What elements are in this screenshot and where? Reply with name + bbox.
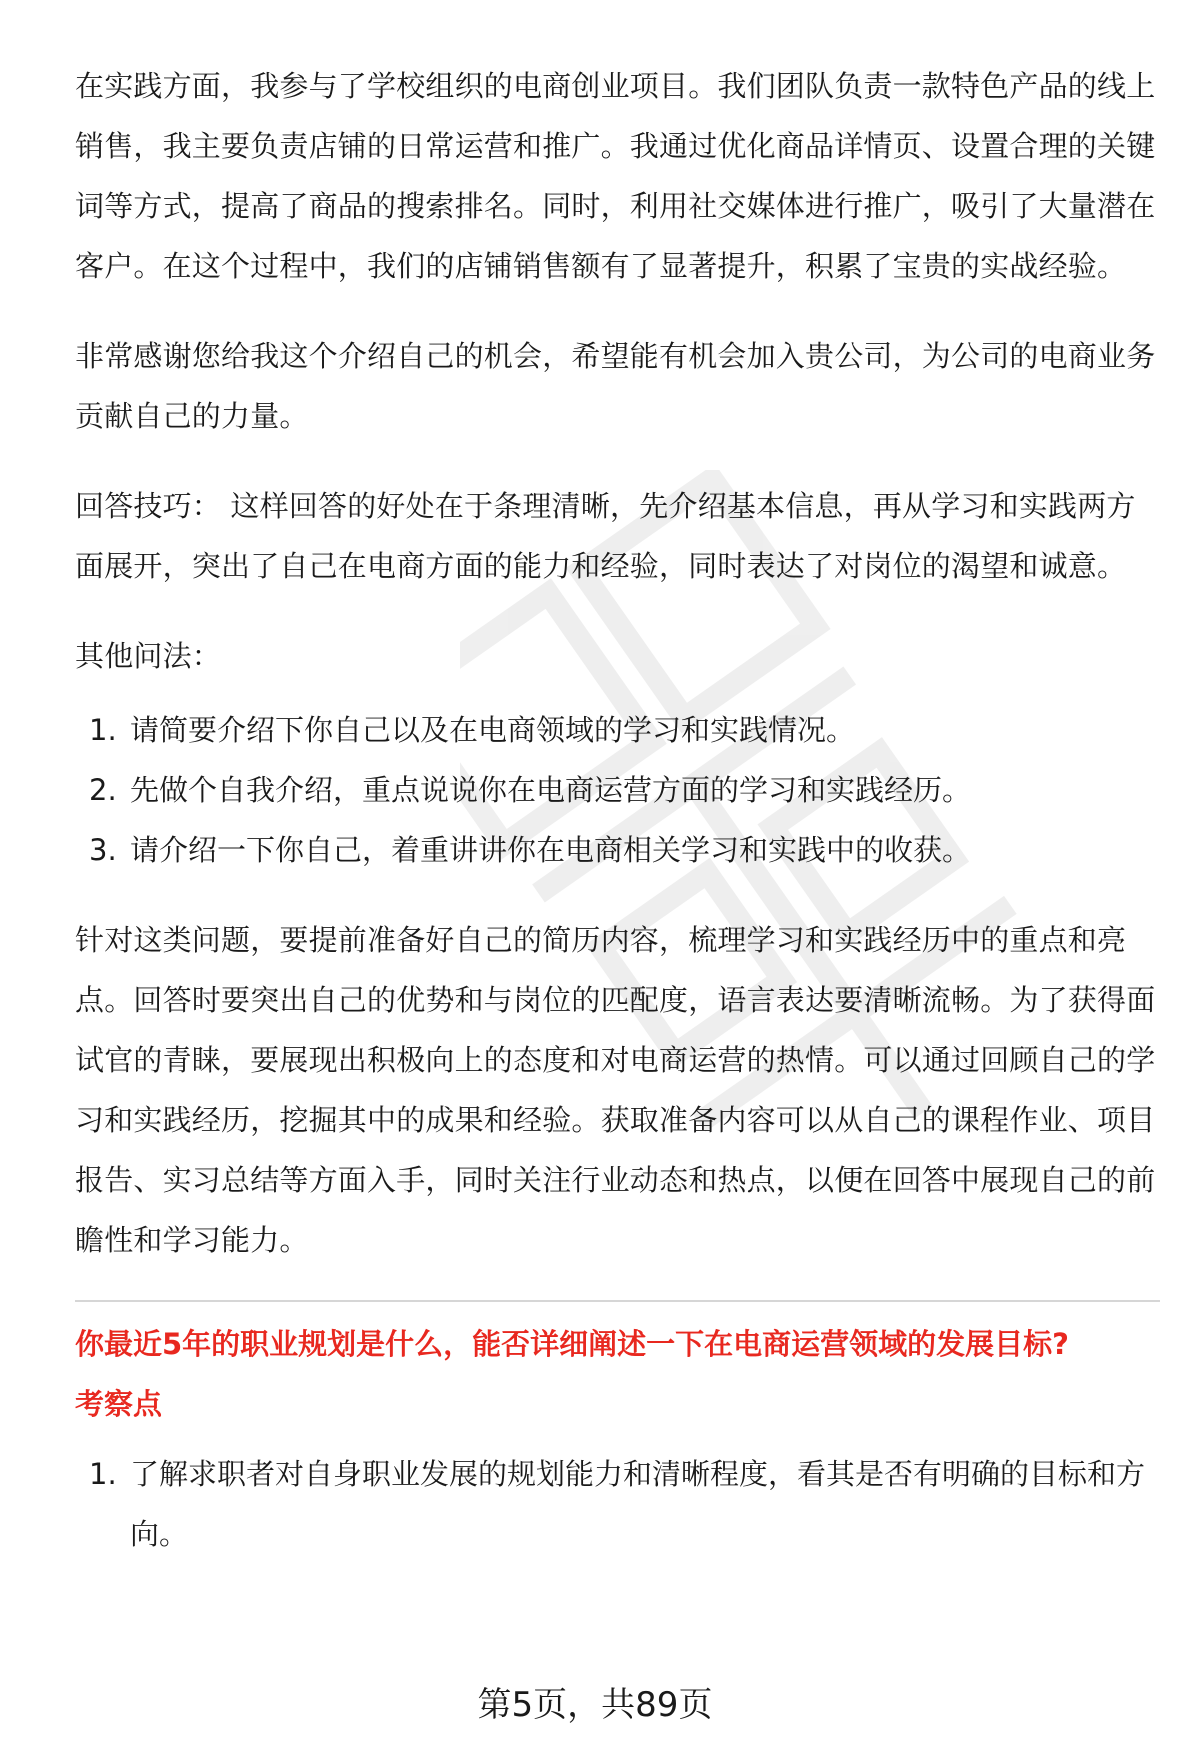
assessment-points-list [75,1444,1160,1564]
list-item [75,820,1160,880]
list-item-number: 1. [89,713,117,747]
other-questions-heading: 其他问法： [75,639,222,673]
list-item [75,700,1160,760]
list-item-number: 3. [89,833,117,867]
other-questions-list [75,700,1160,880]
list-item-text: 了解求职者对自身职业发展的规划能力和清晰程度，看其是否有明确的目标和方向。 [130,1457,1146,1551]
document-page [75,56,1160,1594]
page-number: 第5页，共89页 [477,1685,713,1725]
advice-paragraph: 针对这类问题，要提前准备好自己的简历内容，梳理学习和实践经历中的重点和亮点。回答时要突出自己的优势和与岗位的匹配度，语言表达要清晰流畅。为了获得面试官的青睐，要展现出积极向上的态度和对电商运营的热情。可以通过回顾自己的学习和实践经历，挖掘其中的成果和经验。获取准备内容可以从自己的课程作业、项目报告、实习总结等方面入手，同时关注行业动态和热点，以便在回答中展现自己的前瞻性和学习能力。 [75,923,1156,1257]
list-item-text: 请介绍一下你自己，着重讲讲你在电商相关学习和实践中的收获。 [130,833,972,867]
practice-paragraph: 在实践方面，我参与了学校组织的电商创业项目。我们团队负责一款特色产品的线上销售，我主要负责店铺的日常运营和推广。我通过优化商品详情页、设置合理的关键词等方式，提高了商品的搜索排名。同时，利用社交媒体进行推广，吸引了大量潜在客户。在这个过程中，我们的店铺销售额有了显著提升，积累了宝贵的实战经验。 [75,69,1156,283]
list-item-text: 请简要介绍下你自己以及在电商领域的学习和实践情况。 [130,713,856,747]
answer-tips-paragraph: 回答技巧： 这样回答的好处在于条理清晰，先介绍基本信息，再从学习和实践两方面展开，突出了自己在电商方面的能力和经验，同时表达了对岗位的渴望和诚意。 [75,489,1136,583]
list-item [75,1444,1160,1564]
question-subtitle: 考察点 [75,1387,163,1421]
list-item-number: 1. [89,1457,117,1491]
section-divider [75,1300,1160,1302]
question-title: 你最近5年的职业规划是什么，能否详细阐述一下在电商运营领域的发展目标? [75,1327,1070,1361]
closing-paragraph: 非常感谢您给我这个介绍自己的机会，希望能有机会加入贵公司，为公司的电商业务贡献自己的力量。 [75,339,1156,433]
list-item-text: 先做个自我介绍，重点说说你在电商运营方面的学习和实践经历。 [130,773,972,807]
list-item-number: 2. [89,773,117,807]
list-item [75,760,1160,820]
